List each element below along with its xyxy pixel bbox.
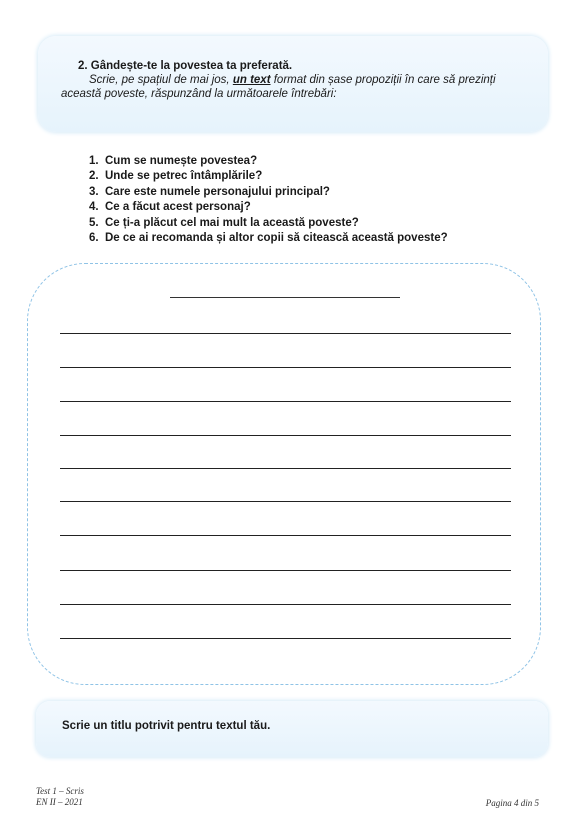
- question-text: Cum se numește povestea?: [105, 155, 258, 167]
- question-number: 3.: [89, 185, 99, 198]
- title-writing-line[interactable]: [170, 297, 400, 298]
- writing-area-border: [27, 263, 541, 685]
- footer-exam: EN II – 2021: [36, 797, 83, 807]
- question-text: Care este numele personajului principal?: [105, 185, 330, 198]
- writing-line[interactable]: [60, 468, 511, 469]
- question-item: [89, 185, 448, 200]
- question-item: [89, 169, 448, 184]
- hint-text: Scrie un titlu potrivit pentru textul tău.: [62, 720, 271, 732]
- task-instruction-end: format din șase propoziții în care să prezinți această poveste, răspunzând la următoarele întrebări:: [61, 74, 496, 100]
- task-title: 2. Gândește-te la povestea ta preferată.: [78, 60, 293, 72]
- question-number: 6.: [89, 231, 99, 244]
- writing-line[interactable]: [60, 333, 511, 334]
- writing-line[interactable]: [60, 401, 511, 402]
- question-item: [89, 216, 448, 231]
- writing-line[interactable]: [60, 501, 511, 502]
- question-item: [89, 200, 448, 215]
- question-number: 2.: [89, 170, 99, 183]
- question-number: 4.: [89, 201, 99, 214]
- question-list: [89, 154, 448, 246]
- writing-line[interactable]: [60, 535, 511, 536]
- writing-line[interactable]: [60, 604, 511, 605]
- question-text: Ce ți-a plăcut cel mai mult la această poveste?: [105, 216, 359, 229]
- footer-test-info: [36, 786, 84, 808]
- footer-test-name: Test 1 – Scris: [36, 786, 84, 796]
- footer-page-number: Pagina 4 din 5: [485, 798, 539, 808]
- question-number: 1.: [89, 155, 99, 167]
- question-number: 5.: [89, 216, 99, 229]
- task-instruction-emphasis: un text: [232, 74, 271, 86]
- question-item: [89, 154, 448, 169]
- question-text: Ce a făcut acest personaj?: [105, 201, 251, 214]
- writing-line[interactable]: [60, 435, 511, 436]
- question-text: De ce ai recomanda și altor copii să citească această poveste?: [105, 231, 448, 244]
- writing-line[interactable]: [60, 638, 511, 639]
- writing-line[interactable]: [60, 570, 511, 571]
- question-item: [89, 231, 448, 246]
- task-instruction: [61, 73, 531, 101]
- task-instruction-start: Scrie, pe spațiul de mai jos,: [89, 74, 233, 86]
- writing-line[interactable]: [60, 367, 511, 368]
- question-text: Unde se petrec întâmplările?: [105, 170, 263, 183]
